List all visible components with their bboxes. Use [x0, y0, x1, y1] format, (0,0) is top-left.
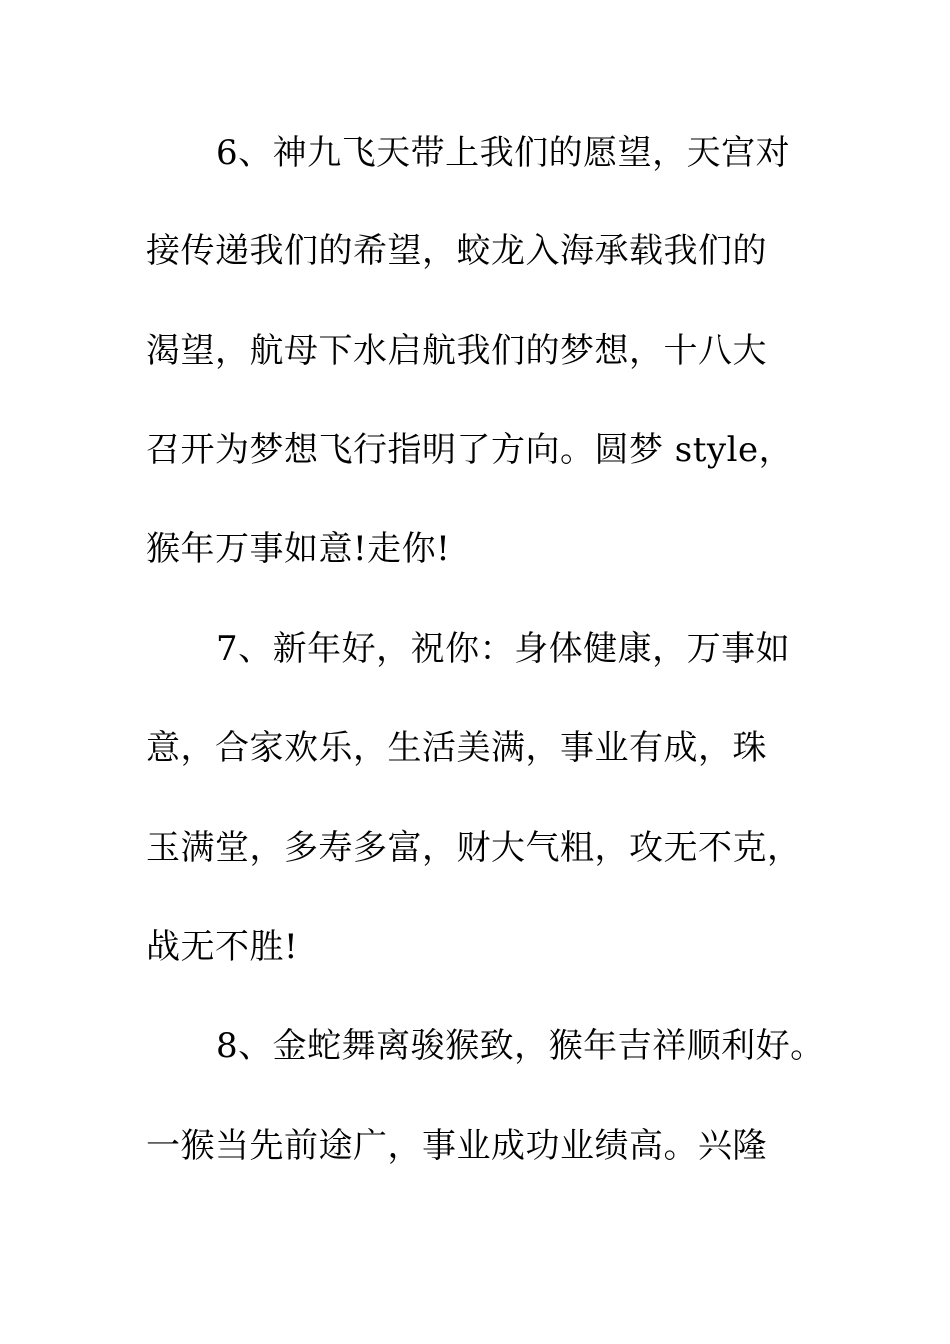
- paragraph-7-line-2: 意，合家欢乐，生活美满，事业有成，珠: [146, 728, 767, 768]
- paragraph-7-line-3: 玉满堂，多寿多富，财大气粗，攻无不克，: [146, 828, 802, 868]
- paragraph-7-line-4: 战无不胜!: [146, 927, 299, 967]
- paragraph-6-line-1: 6、神九飞天带上我们的愿望，天宫对: [216, 133, 791, 173]
- paragraph-6-line-3: 渴望，航母下水启航我们的梦想，十八大: [146, 331, 767, 371]
- paragraph-6-line-4: 召开为梦想飞行指明了方向。圆梦 style，: [146, 430, 794, 470]
- paragraph-6-line-2: 接传递我们的希望，蛟龙入海承载我们的: [146, 231, 767, 271]
- paragraph-7-line-1: 7、新年好，祝你：身体健康，万事如: [216, 629, 791, 669]
- paragraph-6-line-5: 猴年万事如意!走你!: [146, 529, 451, 569]
- paragraph-8-line-1: 8、金蛇舞离骏猴致，猴年吉祥顺利好。: [216, 1026, 825, 1066]
- paragraph-8-line-2: 一猴当先前途广，事业成功业绩高。兴隆: [146, 1126, 767, 1166]
